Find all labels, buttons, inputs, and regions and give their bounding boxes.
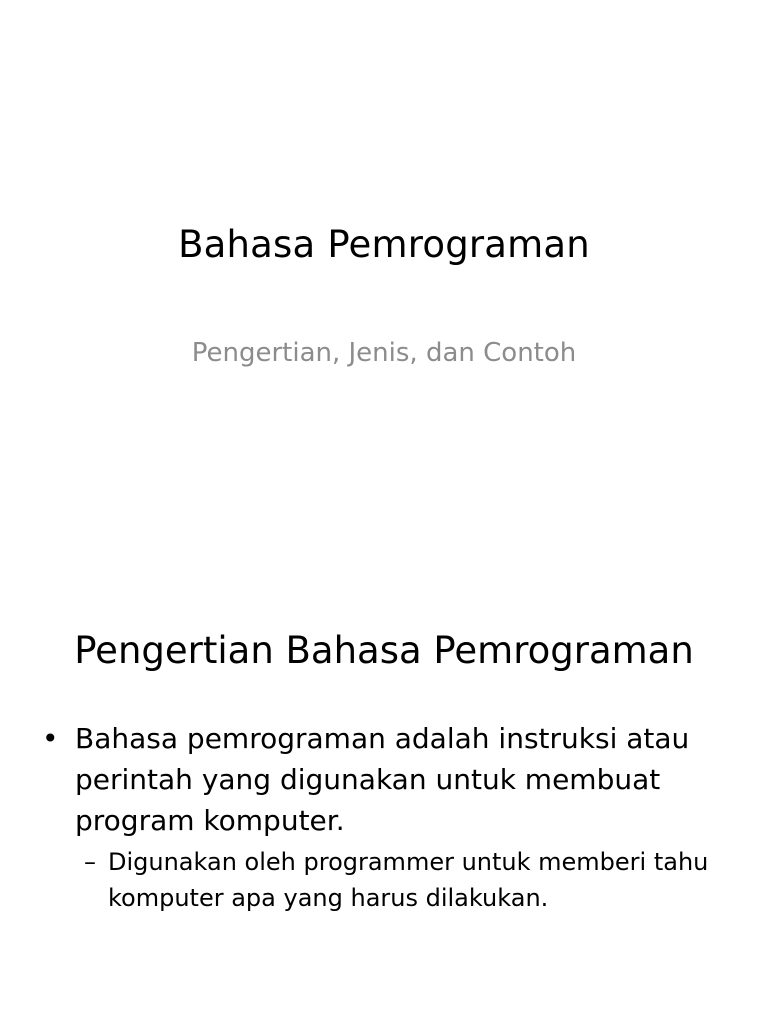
content-slide — [0, 576, 768, 1024]
slide-title: Pengertian Bahasa Pemrograman — [74, 629, 694, 672]
sub-bullet-text: Digunakan oleh programmer untuk memberi tahu komputer apa yang harus dilakukan. — [108, 848, 709, 912]
slide-subtitle: Pengertian, Jenis, dan Contoh — [191, 338, 577, 368]
bullet-item — [42, 718, 732, 841]
slide-title: Bahasa Pemrograman — [178, 223, 590, 266]
bullet-marker: • — [42, 722, 59, 755]
sub-bullet-marker: – — [84, 848, 96, 876]
sub-bullet-item — [84, 844, 734, 916]
bullet-text: Bahasa pemrograman adalah instruksi atau perintah yang digunakan untuk membuat program komputer. — [75, 722, 690, 837]
